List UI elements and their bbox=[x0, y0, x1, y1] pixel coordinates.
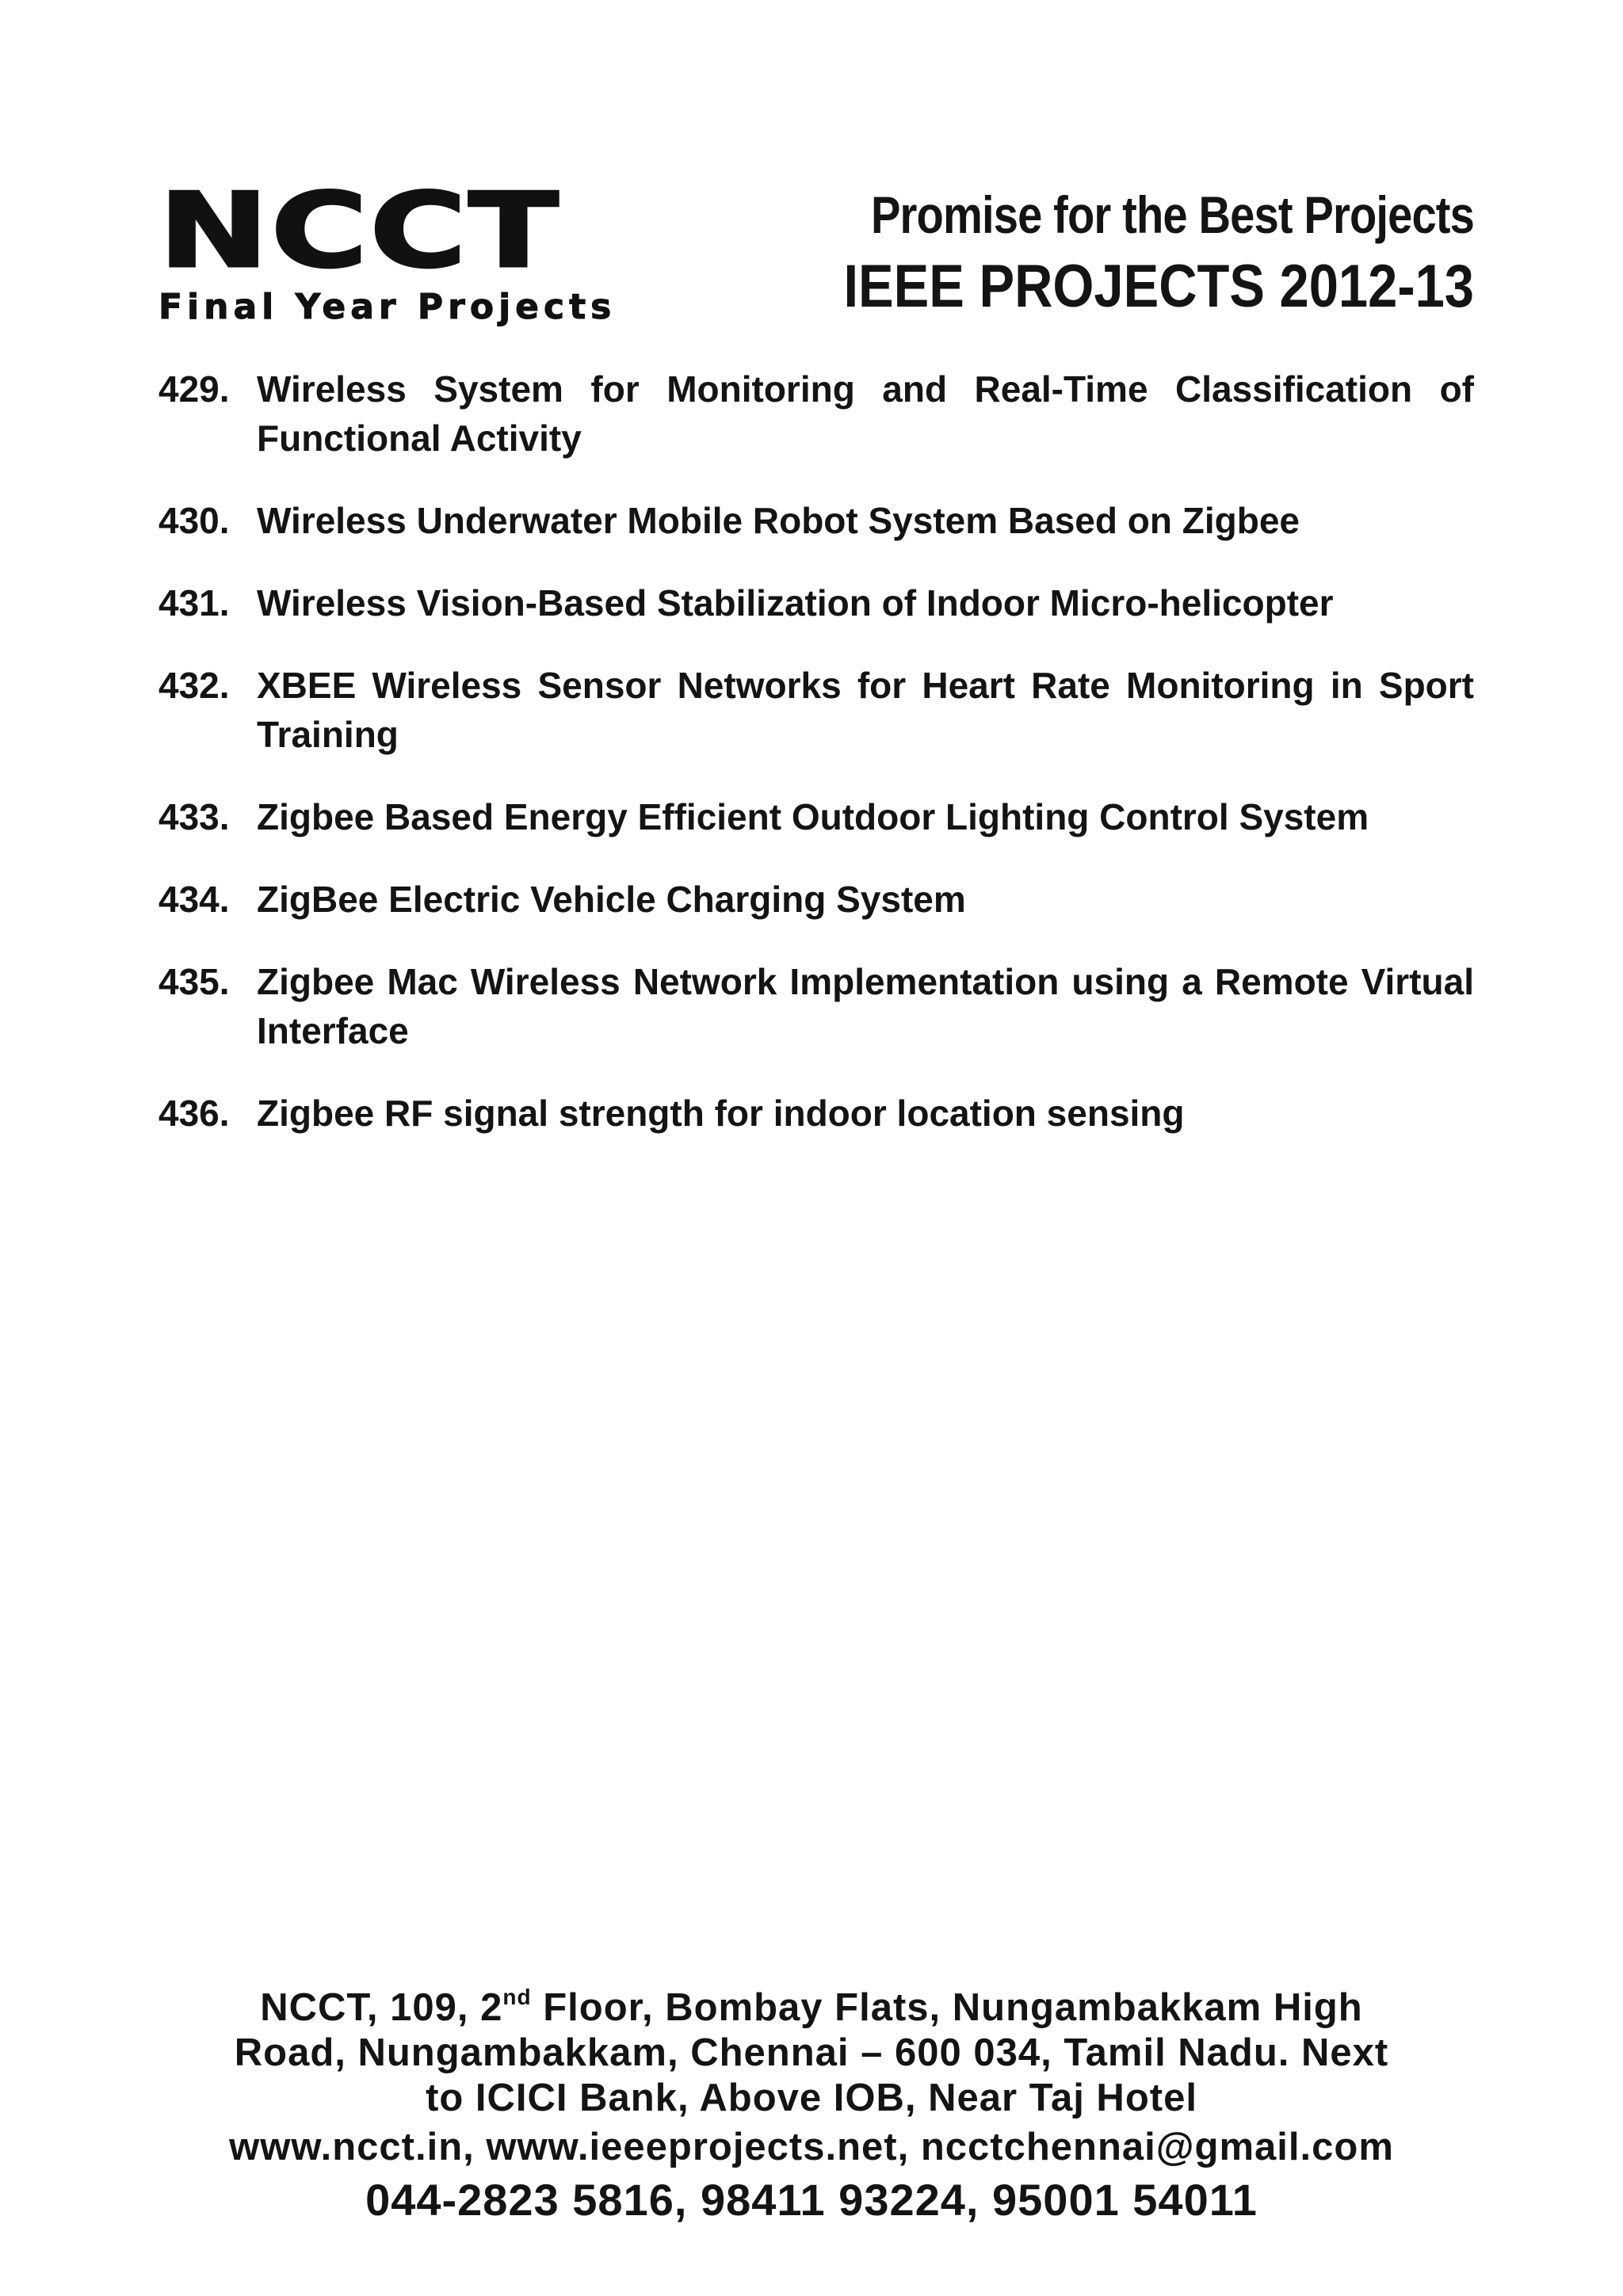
project-item bbox=[158, 875, 1474, 924]
logo-subtitle: Final Year Projects bbox=[158, 287, 617, 327]
project-number: 429. bbox=[158, 368, 230, 410]
project-title: Wireless Vision-Based Stabilization of Indoor Micro-helicopter bbox=[257, 582, 1334, 624]
website-email-line: www.ncct.in, www.ieeeprojects.net, ncctchennai@gmail.com bbox=[229, 2126, 1394, 2168]
address-line-1-start: NCCT, 109, 2 bbox=[260, 1986, 503, 2029]
project-title: Zigbee Based Energy Efficient Outdoor Lighting Control System bbox=[257, 796, 1369, 837]
phone-numbers-line: 044-2823 5816, 98411 93224, 95001 54011 bbox=[365, 2175, 1258, 2225]
project-number: 431. bbox=[158, 582, 230, 624]
address-line-1 bbox=[127, 1985, 1496, 2031]
project-item bbox=[158, 364, 1474, 463]
project-number: 435. bbox=[158, 961, 230, 1002]
ordinal-suffix: nd bbox=[502, 1985, 532, 2009]
page-title: IEEE PROJECTS 2012-13 bbox=[843, 253, 1474, 320]
address-line-2: Road, Nungambakkam, Chennai – 600 034, Tamil Nadu. Next bbox=[234, 2031, 1389, 2074]
project-item bbox=[158, 661, 1474, 759]
project-title: XBEE Wireless Sensor Networks for Heart Rate Monitoring in Sport Training bbox=[257, 665, 1474, 755]
address-line-1-end: Floor, Bombay Flats, Nungambakkam High bbox=[531, 1986, 1363, 2029]
project-title: Wireless Underwater Mobile Robot System Based on Zigbee bbox=[257, 500, 1300, 541]
tagline-promise: Promise for the Best Projects bbox=[870, 185, 1474, 244]
project-title: Zigbee Mac Wireless Network Implementation using a Remote Virtual Interface bbox=[257, 961, 1474, 1051]
project-title: Zigbee RF signal strength for indoor location sensing bbox=[257, 1093, 1185, 1134]
project-number: 436. bbox=[158, 1093, 230, 1134]
project-list bbox=[158, 364, 1474, 1171]
header-tagline-block bbox=[758, 187, 1474, 320]
project-number: 433. bbox=[158, 796, 230, 837]
project-title: Wireless System for Monitoring and Real-Time Classification of Functional Activity bbox=[257, 368, 1474, 459]
project-number: 434. bbox=[158, 879, 230, 920]
project-title: ZigBee Electric Vehicle Charging System bbox=[257, 879, 966, 920]
project-item bbox=[158, 957, 1474, 1055]
project-item bbox=[158, 792, 1474, 841]
project-number: 430. bbox=[158, 500, 230, 541]
project-item bbox=[158, 496, 1474, 545]
address-line-3: to ICICI Bank, Above IOB, Near Taj Hotel bbox=[426, 2077, 1197, 2119]
logo-wordmark: NCCT bbox=[158, 170, 561, 291]
project-number: 432. bbox=[158, 665, 230, 706]
contact-footer bbox=[127, 1985, 1496, 2229]
ncct-logo bbox=[158, 170, 713, 327]
project-item bbox=[158, 578, 1474, 627]
project-item bbox=[158, 1089, 1474, 1138]
